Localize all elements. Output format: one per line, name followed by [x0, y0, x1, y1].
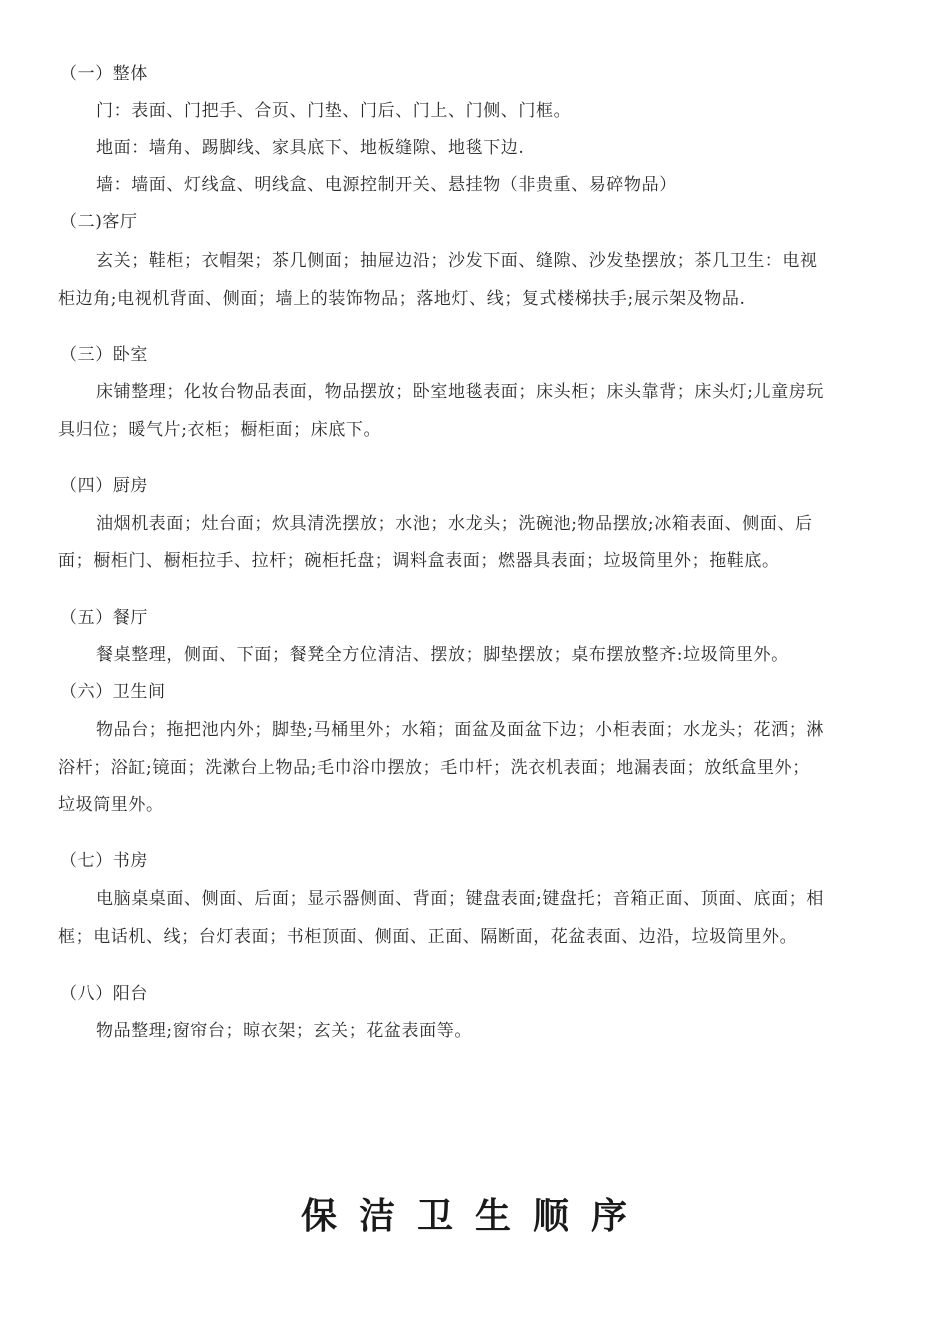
kitchen-line-2: 面；橱柜门、橱柜拉手、拉杆；碗柜托盘；调料盒表面；燃器具表面；垃圾筒里外；拖鞋底。: [58, 551, 780, 571]
bathroom-line-2: 浴杆；浴缸;镜面；洗漱台上物品;毛巾浴巾摆放；毛巾杆；洗衣机表面；地漏表面；放纸盒里外；: [58, 758, 810, 778]
section-heading-dining-room: （五）餐厅: [60, 608, 148, 628]
balcony-line-1: 物品整理;窗帘台；晾衣架；玄关；花盆表面等。: [96, 1021, 472, 1041]
document-title: 保洁卫生顺序: [300, 1195, 649, 1237]
bedroom-line-1: 床铺整理；化妆台物品表面，物品摆放；卧室地毯表面；床头柜；床头靠背；床头灯;儿童房玩: [96, 382, 824, 402]
study-line-2: 框；电话机、线；台灯表面；书柜顶面、侧面、正面、隔断面，花盆表面、边沿，垃圾筒里外。: [58, 927, 798, 947]
bathroom-line-3: 垃圾筒里外。: [58, 795, 164, 815]
section-heading-balcony: （八）阳台: [60, 984, 148, 1004]
section-heading-bedroom: （三）卧室: [60, 345, 148, 365]
overall-wall-line: 墙：墙面、灯线盒、明线盒、电源控制开关、悬挂物（非贵重、易碎物品）: [96, 175, 677, 195]
living-room-line-2: 柜边角;电视机背面、侧面；墙上的装饰物品；落地灯、线；复式楼梯扶手;展示架及物品.: [58, 289, 746, 309]
living-room-line-1: 玄关；鞋柜；衣帽架；茶几侧面；抽屉边沿；沙发下面、缝隙、沙发垫摆放；茶几卫生：电视: [96, 251, 818, 271]
section-heading-kitchen: （四）厨房: [60, 476, 148, 496]
overall-floor-line: 地面：墙角、踢脚线、家具底下、地板缝隙、地毯下边.: [96, 138, 525, 158]
dining-room-line-1: 餐桌整理，侧面、下面；餐凳全方位清洁、摆放；脚垫摆放；桌布摆放整齐:垃圾筒里外。: [96, 645, 789, 665]
overall-door-line: 门：表面、门把手、合页、门垫、门后、门上、门侧、门框。: [96, 101, 572, 121]
section-heading-bathroom: （六）卫生间: [60, 682, 166, 702]
bedroom-line-2: 具归位；暖气片;衣柜；橱柜面；床底下。: [58, 420, 382, 440]
study-line-1: 电脑桌桌面、侧面、后面；显示器侧面、背面；键盘表面;键盘托；音箱正面、顶面、底面；相: [96, 889, 824, 909]
section-heading-study: （七）书房: [60, 851, 148, 871]
section-heading-overall: （一）整体: [60, 64, 148, 84]
section-heading-living-room: （二)客厅: [60, 212, 138, 232]
bathroom-line-1: 物品台；拖把池内外；脚垫;马桶里外；水箱；面盆及面盆下边；小柜表面；水龙头；花洒；淋: [96, 720, 824, 740]
kitchen-line-1: 油烟机表面；灶台面；炊具清洗摆放；水池；水龙头；洗碗池;物品摆放;冰箱表面、侧面、后: [96, 514, 813, 534]
